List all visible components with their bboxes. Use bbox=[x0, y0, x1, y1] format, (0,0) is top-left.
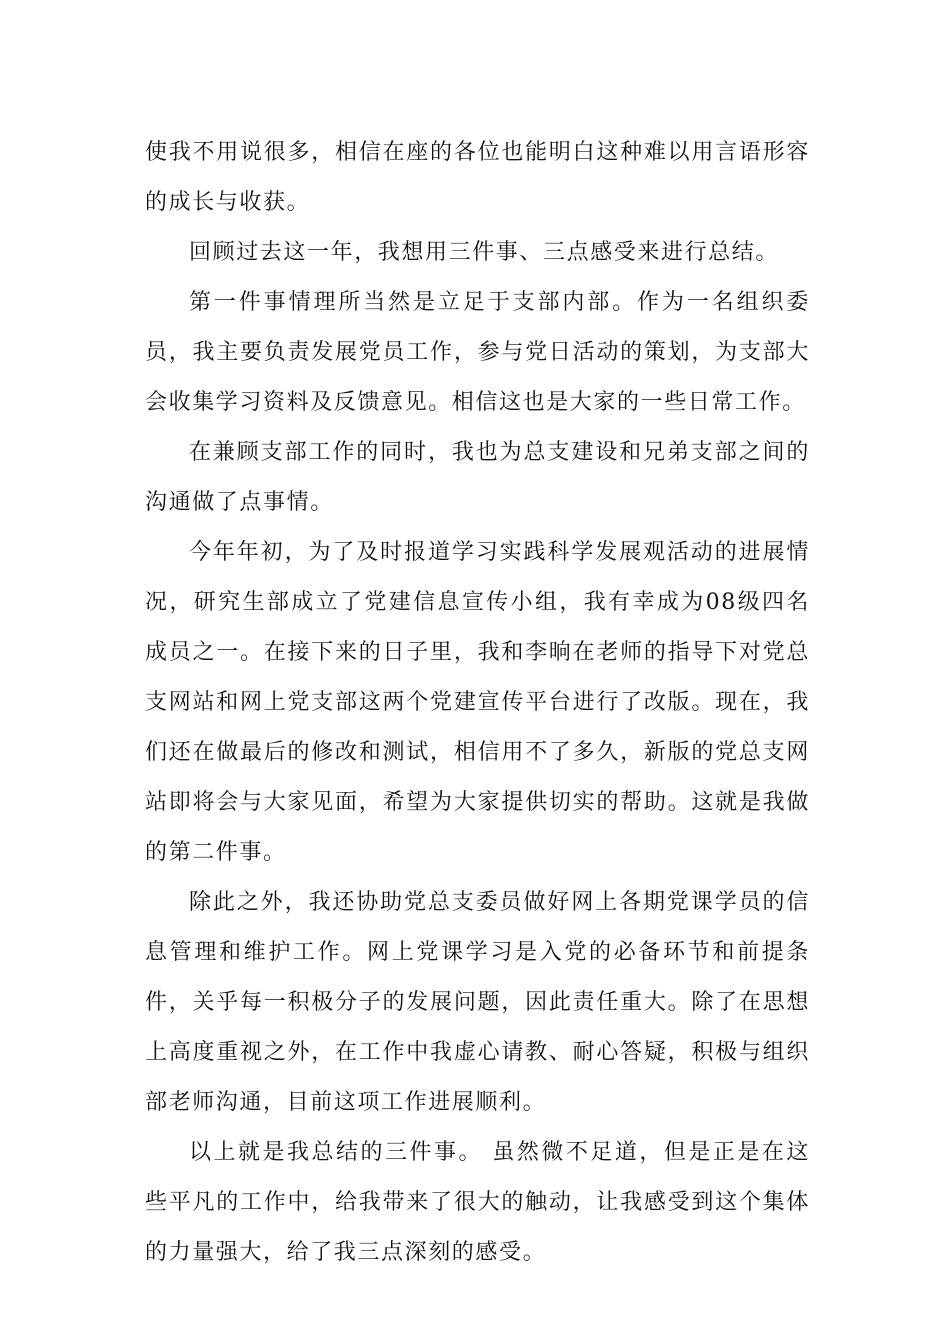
paragraph-2: 回顾过去这一年，我想用三件事、三点感受来进行总结。 bbox=[189, 240, 780, 265]
paragraph-7: 以上就是我总结的三件事。 虽然微不足道，但是正是在这些平凡的工作中，给我带来了很大的触动，让我感受到这个集体的力量强大，给了我三点深刻的感受。 bbox=[145, 1140, 810, 1265]
paragraph-6: 除此之外，我还协助党总支委员做好网上各期党课学员的信息管理和维护工作。网上党课学习是入党的必备环节和前提条件，关乎每一积极分子的发展问题，因此责任重大。除了在思想上高度重视之外，在工作中我虚心请教、耐心答疑，积极与组织部老师沟通，目前这项工作进展顺利。 bbox=[145, 890, 810, 1115]
paragraph-3: 第一件事情理所当然是立足于支部内部。作为一名组织委员，我主要负责发展党员工作，参与党日活动的策划，为支部大会收集学习资料及反馈意见。相信这也是大家的一些日常工作。 bbox=[145, 290, 810, 415]
paragraph-4: 在兼顾支部工作的同时，我也为总支建设和兄弟支部之间的沟通做了点事情。 bbox=[145, 440, 810, 515]
paragraph-1: 使我不用说很多，相信在座的各位也能明白这种难以用言语形容的成长与收获。 bbox=[145, 140, 810, 215]
paragraph-5: 今年年初，为了及时报道学习实践科学发展观活动的进展情况，研究生部成立了党建信息宣传小组，我有幸成为08级四名成员之一。在接下来的日子里，我和李晌在老师的指导下对党总支网站和网上党支部这两个党建宣传平台进行了改版。现在，我们还在做最后的修改和测试，相信用不了多久，新版的党总支网站即将会与大家见面，希望为大家提供切实的帮助。这就是我做的第二件事。 bbox=[145, 540, 810, 865]
document-body bbox=[145, 128, 810, 1278]
